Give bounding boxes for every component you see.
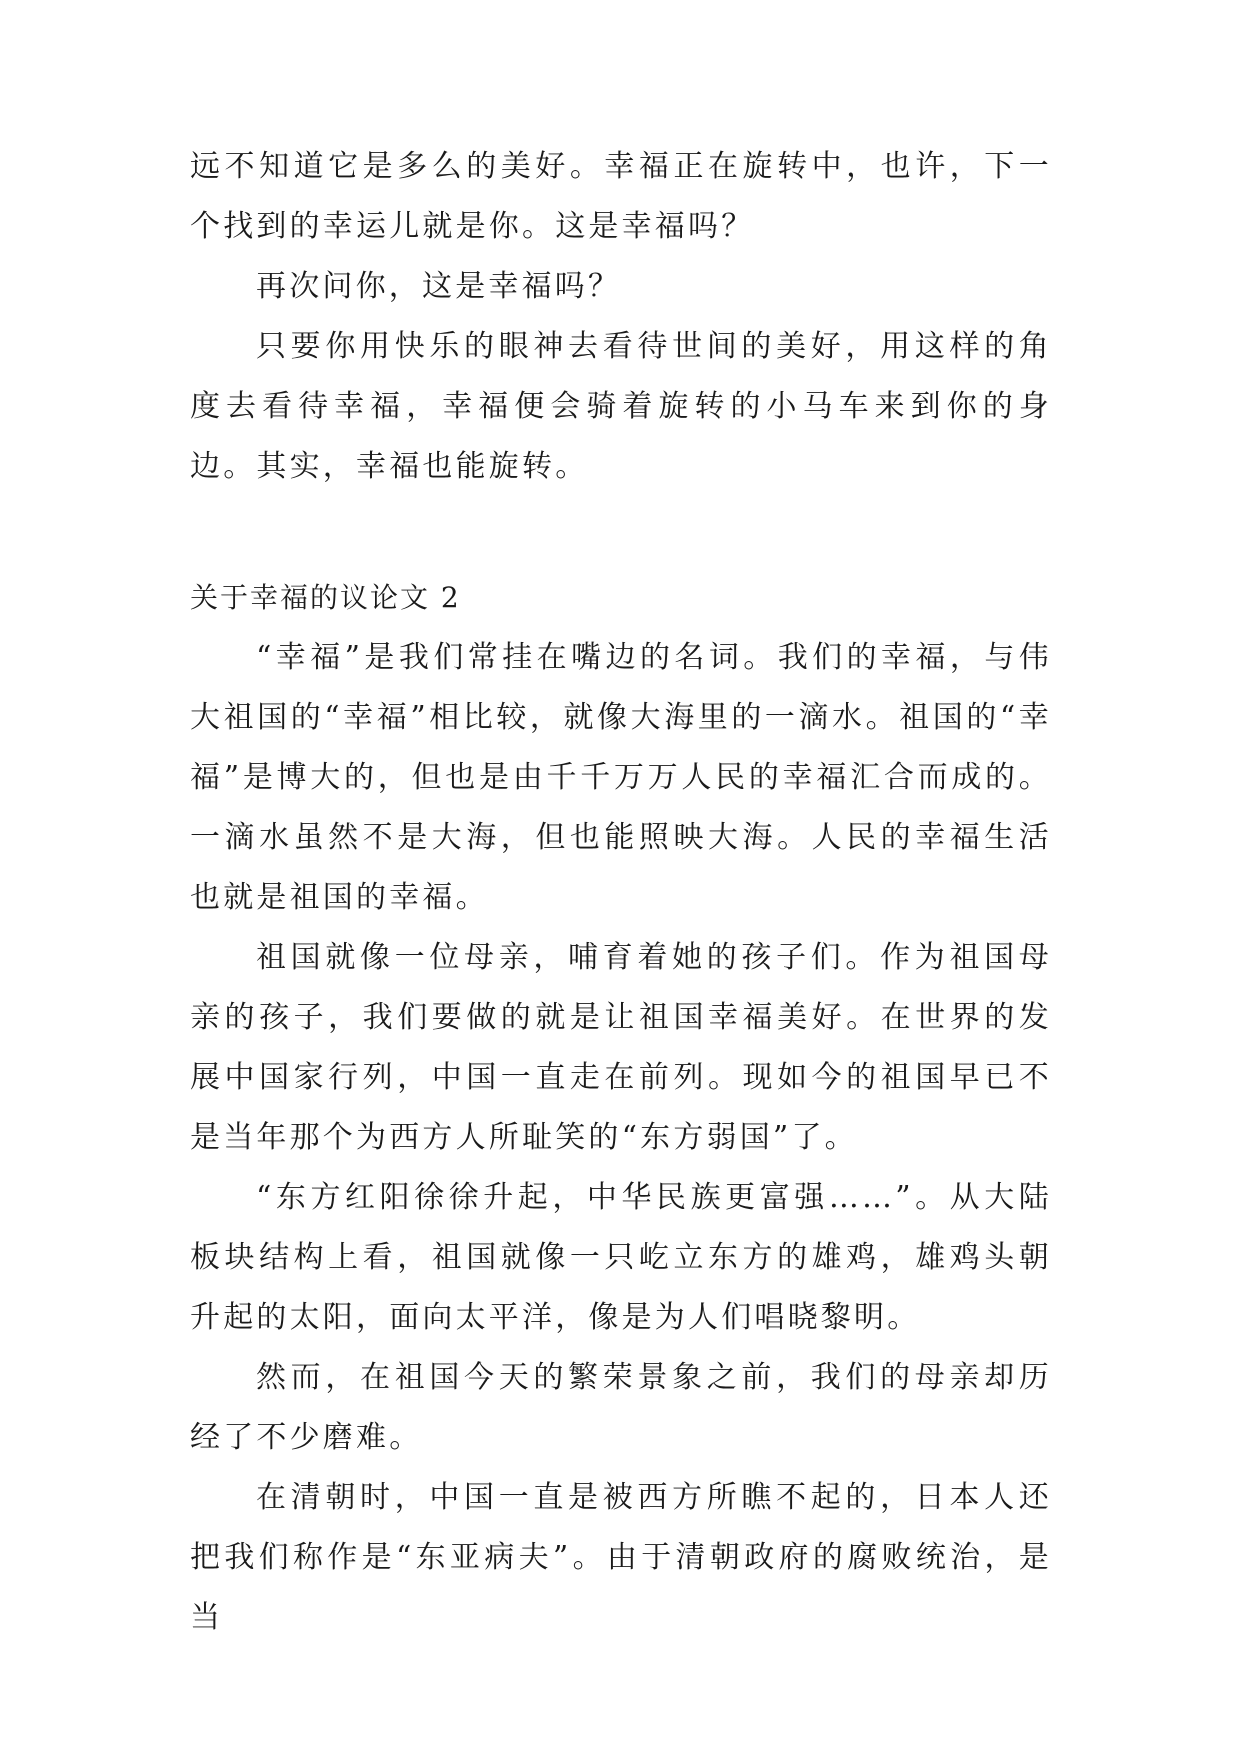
paragraph: “东方红阳徐徐升起，中华民族更富强……”。从大陆板块结构上看，祖国就像一只屹立东方的雄鸡，雄鸡头朝升起的太阳，面向太平洋，像是为人们唱晓黎明。 — [190, 1180, 1052, 1335]
continuation-paragraph: 远不知道它是多么的美好。幸福正在旋转中，也许，下一个找到的幸运儿就是你。这是幸福吗？ — [190, 149, 1052, 244]
section-title: 关于幸福的议论文 2 — [190, 581, 461, 614]
section-2 — [190, 568, 1052, 1648]
paragraph: 在清朝时，中国一直是被西方所瞧不起的，日本人还把我们称作是“东亚病夫”。由于清朝政府的腐败统治，是当 — [190, 1480, 1052, 1635]
paragraph: 再次问你，这是幸福吗？ — [256, 269, 622, 304]
document-body-top — [190, 137, 1052, 497]
paragraph: 只要你用快乐的眼神去看待世间的美好，用这样的角度去看待幸福，幸福便会骑着旋转的小马车来到你的身边。其实，幸福也能旋转。 — [190, 329, 1052, 484]
paragraph: 祖国就像一位母亲，哺育着她的孩子们。作为祖国母亲的孩子，我们要做的就是让祖国幸福美好。在世界的发展中国家行列，中国一直走在前列。现如今的祖国早已不是当年那个为西方人所耻笑的“东方弱国”了。 — [190, 940, 1052, 1155]
paragraph: 然而，在祖国今天的繁荣景象之前，我们的母亲却历经了不少磨难。 — [190, 1360, 1052, 1455]
paragraph: “幸福”是我们常挂在嘴边的名词。我们的幸福，与伟大祖国的“幸福”相比较，就像大海里的一滴水。祖国的“幸福”是博大的，但也是由千千万万人民的幸福汇合而成的。一滴水虽然不是大海，但也能照映大海。人民的幸福生活也就是祖国的幸福。 — [190, 640, 1052, 915]
